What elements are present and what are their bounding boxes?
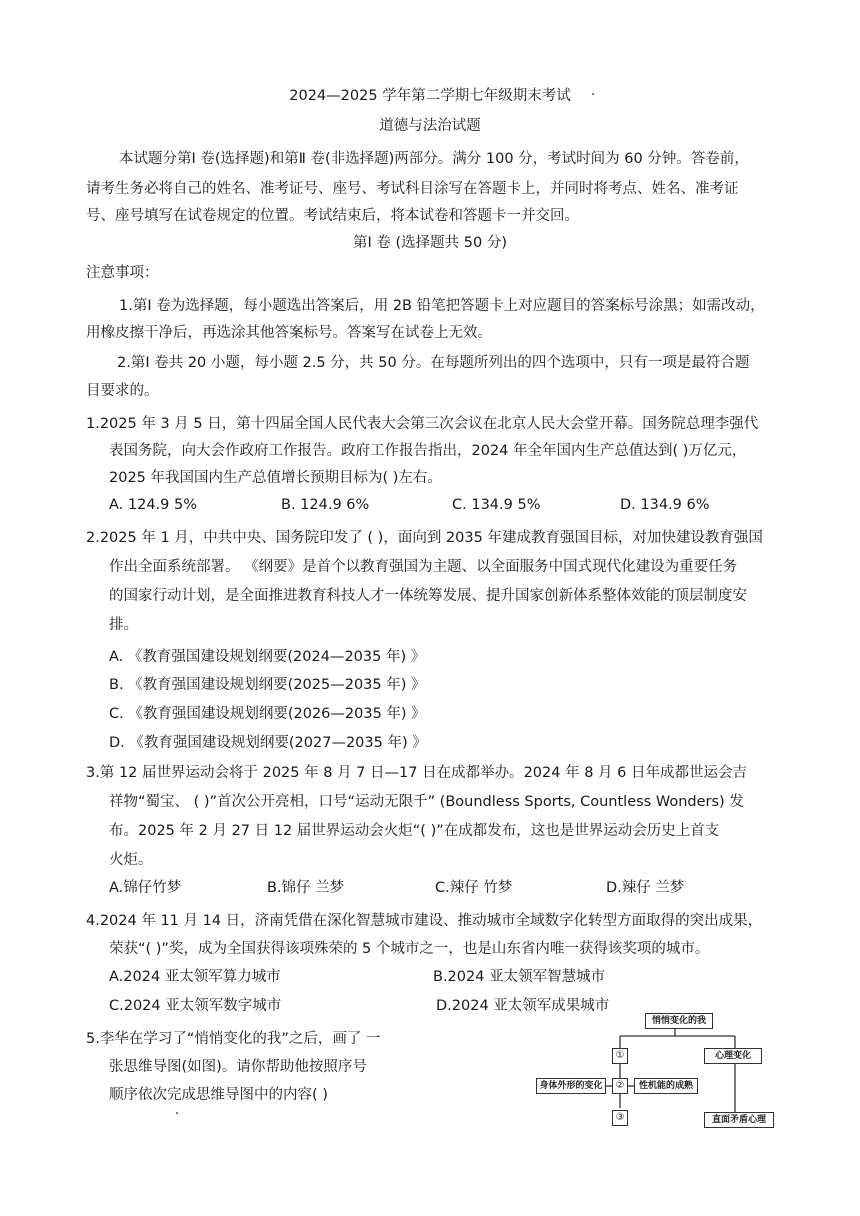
mindmap-blank-1: ① xyxy=(612,1048,628,1064)
mindmap-root-node: 悄悄变化的我 xyxy=(645,1013,713,1029)
q1-line-2: 表国务院，向大会作政府工作报告。政府工作报告指出，2024 年全年国内生产总值达到( )万亿元， xyxy=(109,443,747,459)
section-title: 第Ⅰ 卷 (选择题共 50 分) xyxy=(353,235,507,251)
intro-line-2: 请考生务必将自己的姓名、准考证号、座号、考试科目涂写在答题卡上，并同时将考点、姓名、准考证 xyxy=(86,181,739,197)
q2-option-b: B. 《教育强国建设规划纲要(2025—2035 年) 》 xyxy=(109,677,426,693)
q3-line-1: 3.第 12 届世界运动会将于 2025 年 8 月 7 日—17 日在成都举办。2024 年 8 月 6 日年成都世运会吉 xyxy=(86,765,747,781)
intro-line-1: 本试题分第Ⅰ 卷(选择题)和第Ⅱ 卷(非选择题)两部分。满分 100 分，考试时间为 60 分钟。答卷前， xyxy=(119,151,749,167)
mindmap-psych-change-node: 心理变化 xyxy=(704,1048,762,1064)
q4-line-2: 荣获“( )”奖，成为全国获得该项殊荣的 5 个城市之一，也是山东省内唯一获得该奖项的城市。 xyxy=(109,941,710,957)
q3-line-3: 布。2025 年 2 月 27 日 12 届世界运动会火炬“( )”在成都发布，这也是世界运动会历史上首支 xyxy=(109,823,720,839)
q2-line-3: 的国家行动计划，是全面推进教育科技人才一体统筹发展、提升国家创新体系整体效能的顶层制度安 xyxy=(109,588,747,604)
q2-option-d: D. 《教育强国建设规划纲要(2027—2035 年) 》 xyxy=(109,735,427,751)
q2-line-2: 作出全面系统部署。 《纲要》是首个以教育强国为主题、以全面服务中国式现代化建设为重要任务 xyxy=(109,559,738,575)
mindmap-face-conflict-node: 直面矛盾心理 xyxy=(704,1112,774,1128)
q1-option-b: B. 124.9 6% xyxy=(281,497,370,513)
q3-line-4: 火炬。 xyxy=(109,852,153,868)
q5-line-3: 顺序依次完成思维导图中的内容( ) xyxy=(109,1087,328,1103)
q2-line-4: 排。 xyxy=(109,617,138,633)
exam-title: 2024—2025 学年第二学期七年级期末考试 xyxy=(289,88,571,104)
q3-line-2: 祥物“蜀宝、 ( )”首次公开亮相，口号“运动无限千” (Boundless Sports, Countless Wonders) 发 xyxy=(109,794,744,810)
intro-line-3: 号、座号填写在试卷规定的位置。考试结束后，将本试卷和答题卡一并交回。 xyxy=(86,208,579,224)
exam-subject: 道德与法治试题 xyxy=(379,118,481,134)
mindmap-sexual-function-node: 性机能的成熟 xyxy=(634,1078,698,1094)
q2-option-a: A. 《教育强国建设规划纲要(2024—2035 年) 》 xyxy=(109,649,426,665)
note-line-1: 1.第Ⅰ 卷为选择题，每小题选出答案后，用 2B 铅笔把答题卡上对应题目的答案标号涂黑；如需改动， xyxy=(119,298,765,314)
q1-option-d: D. 134.9 6% xyxy=(620,497,710,513)
q3-option-c: C.辣仔 竹梦 xyxy=(435,880,513,896)
scan-speck xyxy=(176,1112,178,1114)
note-line-4: 目要求的。 xyxy=(86,383,159,399)
q4-line-1: 4.2024 年 11 月 14 日，济南凭借在深化智慧城市建设、推动城市全域数字化转型方面取得的突出成果， xyxy=(86,913,763,929)
q5-line-1: 5.李华在学习了“悄悄变化的我”之后，画了 一 xyxy=(86,1031,381,1047)
q4-option-a: A.2024 亚太领军算力城市 xyxy=(109,969,281,985)
q3-option-b: B.锦仔 兰梦 xyxy=(267,880,345,896)
q3-option-d: D.辣仔 兰梦 xyxy=(606,880,685,896)
q3-option-a: A.锦仔竹梦 xyxy=(109,880,182,896)
scan-speck xyxy=(592,93,594,95)
note-line-3: 2.第Ⅰ 卷共 20 小题，每小题 2.5 分，共 50 分。在每题所列出的四个选项中，只有一项是最符合题 xyxy=(117,355,750,371)
mind-map-diagram xyxy=(530,1010,790,1130)
q2-option-c: C. 《教育强国建设规划纲要(2026—2035 年) 》 xyxy=(109,706,426,722)
q4-option-c: C.2024 亚太领军数字城市 xyxy=(109,998,282,1014)
q1-line-3: 2025 年我国国内生产总值增长预期目标为( )左右。 xyxy=(109,470,442,486)
q2-line-1: 2.2025 年 1 月，中共中央、国务院印发了 ( )，面向到 2035 年建成教育强国目标，对加快建设教育强国 xyxy=(86,530,763,546)
q5-line-2: 张思维导图(如图)。请你帮助他按照序号 xyxy=(109,1059,367,1075)
q1-line-1: 1.2025 年 3 月 5 日，第十四届全国人民代表大会第三次会议在北京人民大会堂开幕。国务院总理李强代 xyxy=(86,416,759,432)
q4-option-b: B.2024 亚太领军智慧城市 xyxy=(433,969,606,985)
mindmap-blank-3: ③ xyxy=(612,1110,628,1126)
notes-title: 注意事项： xyxy=(86,265,159,281)
q4-option-d: D.2024 亚太领军成果城市 xyxy=(436,998,610,1014)
note-line-2: 用橡皮擦干净后，再选涂其他答案标号。答案写在试卷上无效。 xyxy=(86,325,492,341)
q1-option-a: A. 124.9 5% xyxy=(109,497,198,513)
q1-option-c: C. 134.9 5% xyxy=(452,497,541,513)
mindmap-body-change-node: 身体外形的变化 xyxy=(536,1078,606,1094)
mindmap-blank-2: ② xyxy=(612,1078,628,1094)
